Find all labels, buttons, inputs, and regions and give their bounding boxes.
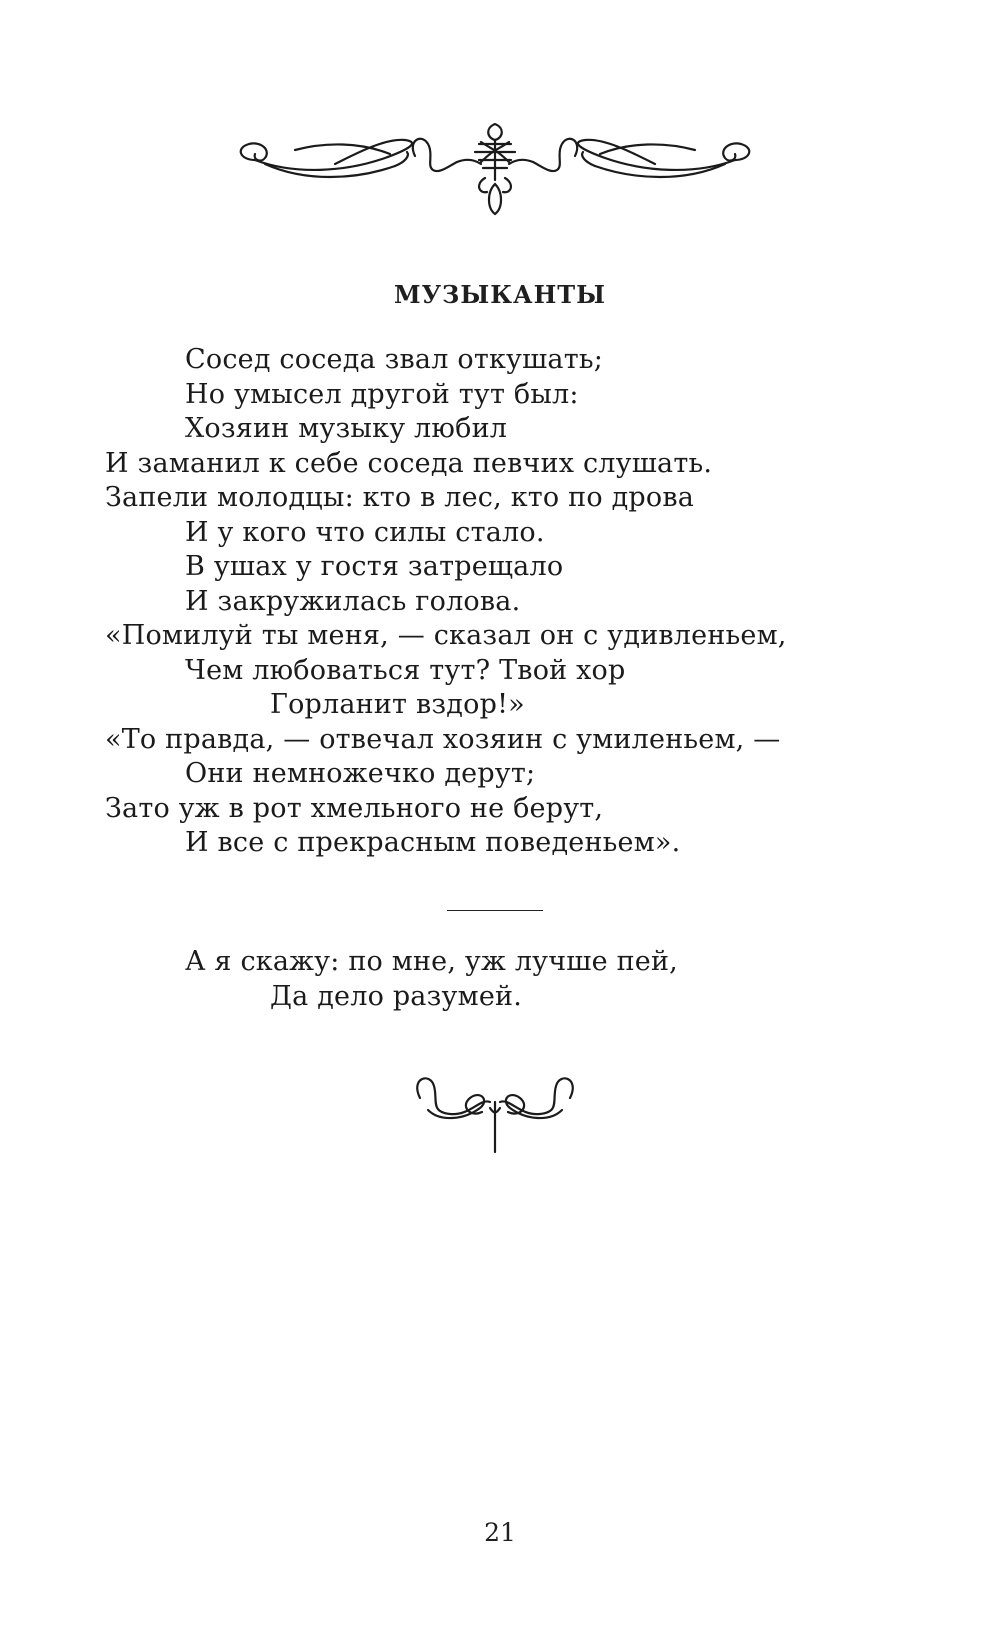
poem-line: Сосед соседа звал откушать; — [185, 344, 604, 375]
poem-line: И у кого что силы стало. — [185, 516, 545, 548]
poem-line: «Помилуй ты меня, — сказал он с удивленьем, — [105, 620, 787, 651]
poem-line: В ушах у гостя затрещало — [185, 551, 564, 582]
moral-line: А я скажу: по мне, уж лучше пей, — [185, 946, 678, 977]
poem-line: И заманил к себе соседа певчих слушать. — [105, 447, 713, 479]
poem-line: Чем любоваться тут? Твой хор — [185, 654, 626, 686]
poem-line: Запели молодцы: кто в лес, кто по дрова — [105, 482, 695, 513]
poem-body — [105, 343, 965, 861]
poem-line: Горланит вздор!» — [270, 689, 525, 720]
poem-moral — [105, 945, 965, 1014]
moral-line: Да дело разумей. — [270, 980, 522, 1012]
section-divider — [447, 910, 543, 911]
poem-title: МУЗЫКАНТЫ — [394, 280, 606, 309]
poem-line: И закружилась голова. — [185, 585, 521, 617]
poem-line: Они немножечко дерут; — [185, 758, 536, 789]
small-scroll-ornament — [410, 1068, 580, 1156]
poem-line: Хозяин музыку любил — [185, 413, 508, 444]
page-number: 21 — [484, 1518, 516, 1547]
poem-line: Зато уж в рот хмельного не берут, — [105, 792, 604, 824]
poem-line: И все с прекрасным поведеньем». — [185, 827, 681, 858]
poem-line: Но умысел другой тут был: — [185, 378, 579, 410]
poem-line: «То правда, — отвечал хозяин с умиленьем, — — [105, 723, 781, 755]
scroll-flourish-ornament — [235, 120, 755, 220]
